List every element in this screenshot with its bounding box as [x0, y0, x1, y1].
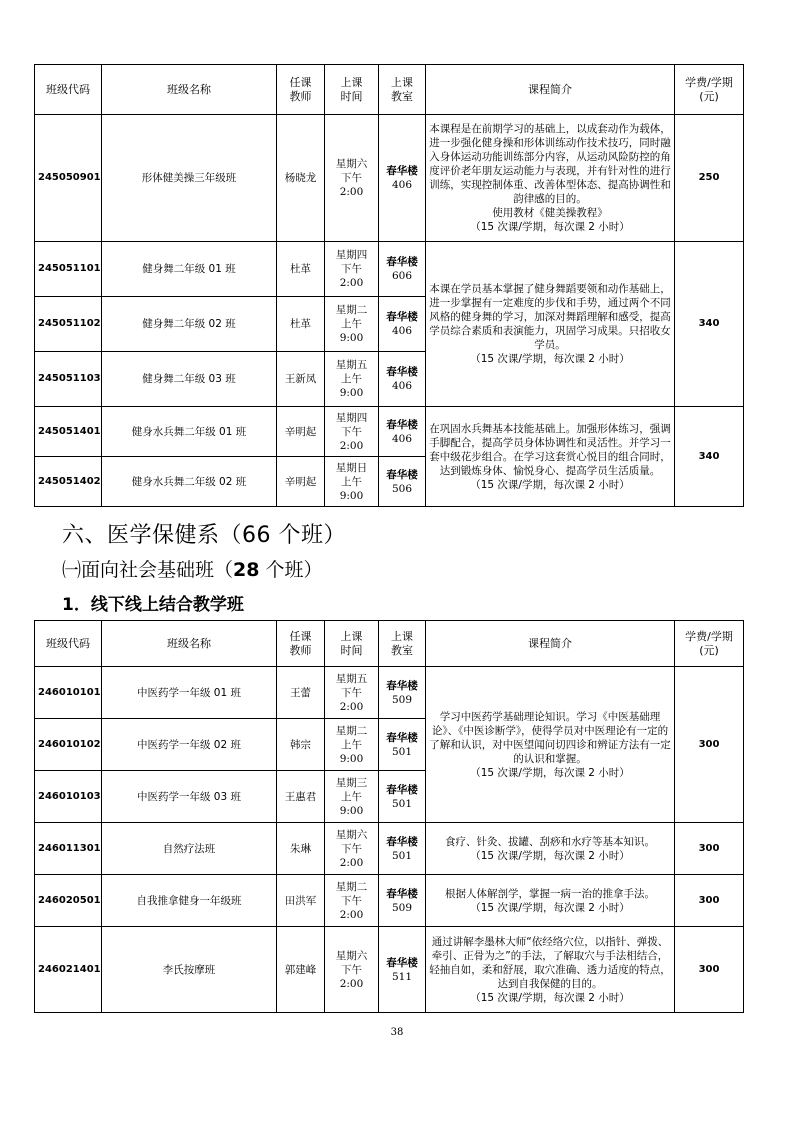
table-row: [35, 667, 744, 719]
header-teacher: 任课 教师: [277, 65, 325, 115]
teacher: 朱琳: [277, 823, 325, 875]
class-name: 中医药学一年级 03 班: [102, 771, 277, 823]
table-row: [35, 242, 744, 297]
teacher: 韩宗: [277, 719, 325, 771]
tuition-fee: 300: [675, 667, 744, 823]
class-code: 246010103: [35, 771, 102, 823]
class-code: 245051103: [35, 352, 102, 407]
class-time: 星期日 上午 9:00: [325, 457, 379, 507]
class-name: 健身舞二年级 02 班: [102, 297, 277, 352]
class-time: 星期二 上午 9:00: [325, 297, 379, 352]
class-time: 星期三 上午 9:00: [325, 771, 379, 823]
class-code: 246011301: [35, 823, 102, 875]
class-time: 星期四 下午 2:00: [325, 242, 379, 297]
header-desc: 课程简介: [426, 621, 675, 667]
class-name: 自然疗法班: [102, 823, 277, 875]
header-code: 班级代码: [35, 65, 102, 115]
class-time: 星期六 下午 2:00: [325, 823, 379, 875]
class-name: 自我推拿健身一年级班: [102, 875, 277, 927]
teacher: 辛明起: [277, 457, 325, 507]
classroom: 春华楼 501: [379, 719, 426, 771]
class-code: 246021401: [35, 927, 102, 1013]
page-number: 38: [390, 1027, 404, 1038]
class-code: 245051402: [35, 457, 102, 507]
class-table-dance: [34, 64, 744, 507]
classroom: 春华楼 406: [379, 407, 426, 457]
class-table-medicine: [34, 620, 744, 1013]
teacher: 王新凤: [277, 352, 325, 407]
classroom: 春华楼 509: [379, 875, 426, 927]
header-desc: 课程简介: [426, 65, 675, 115]
class-name: 中医药学一年级 02 班: [102, 719, 277, 771]
section-title: 六、医学保健系（66 个班）: [62, 523, 346, 548]
tuition-fee: 250: [675, 115, 744, 242]
class-code: 246010102: [35, 719, 102, 771]
course-description: 根据人体解剖学，掌握一病一治的推拿手法。 （15 次课/学期，每次课 2 小时）: [426, 875, 675, 927]
class-name: 中医药学一年级 01 班: [102, 667, 277, 719]
classroom: 春华楼 501: [379, 771, 426, 823]
table-row: [35, 823, 744, 875]
header-room: 上课 教室: [379, 621, 426, 667]
class-name: 健身水兵舞二年级 01 班: [102, 407, 277, 457]
class-time: 星期六 下午 2:00: [325, 927, 379, 1013]
header-fee: 学费/学期 (元): [675, 621, 744, 667]
class-time: 星期二 上午 9:00: [325, 719, 379, 771]
class-time: 星期四 下午 2:00: [325, 407, 379, 457]
header-name: 班级名称: [102, 65, 277, 115]
header-code: 班级代码: [35, 621, 102, 667]
classroom: 春华楼 511: [379, 927, 426, 1013]
course-description: 本课程是在前期学习的基础上，以成套动作为载体，进一步强化健身操和形体训练动作技术技巧，同时融入身体运动功能训练部分内容，从运动风险防控的角度评价老年朋友运动能力与表现，并有针对性的进行训练，实现控制体重、改善体型体态、提高协调性和韵律感的目的。 使用教材《健美操教程》 （15 次课/学期，每次课 2 小时）: [426, 115, 675, 242]
header-name: 班级名称: [102, 621, 277, 667]
classroom: 春华楼 406: [379, 297, 426, 352]
subsubsection-title: 1．线下线上结合教学班: [62, 595, 244, 615]
tuition-fee: 340: [675, 407, 744, 507]
table-row: [35, 407, 744, 457]
tuition-fee: 340: [675, 242, 744, 407]
class-time: 星期六 下午 2:00: [325, 115, 379, 242]
classroom: 春华楼 606: [379, 242, 426, 297]
course-description: 通过讲解李墨林大师“依经络穴位，以指针、弹拨、牵引、正骨为之”的手法，了解取穴与手法相结合，轻抽自如，柔和舒展，取穴准确、透力适度的特点，达到自我保健的目的。 （15 次课/学期，每次课 2 小时）: [426, 927, 675, 1013]
course-description: 食疗、针灸、拔罐、刮痧和水疗等基本知识。 （15 次课/学期，每次课 2 小时）: [426, 823, 675, 875]
class-time: 星期五 上午 9:00: [325, 352, 379, 407]
teacher: 田洪军: [277, 875, 325, 927]
course-description: 学习中医药学基础理论知识。学习《中医基础理论》、《中医诊断学》，使得学员对中医理论有一定的了解和认识，对中医望闻问切四诊和辨证方法有一定的认识和掌握。 （15 次课/学期，每次课 2 小时）: [426, 667, 675, 823]
class-name: 形体健美操三年级班: [102, 115, 277, 242]
header-fee: 学费/学期 (元): [675, 65, 744, 115]
teacher: 王惠君: [277, 771, 325, 823]
teacher: 杨晓龙: [277, 115, 325, 242]
teacher: 杜革: [277, 242, 325, 297]
table-header-row: [35, 65, 744, 115]
table-row: [35, 115, 744, 242]
table-row: [35, 927, 744, 1013]
class-name: 健身舞二年级 03 班: [102, 352, 277, 407]
class-code: 245051102: [35, 297, 102, 352]
class-name: 李氏按摩班: [102, 927, 277, 1013]
classroom: 春华楼 406: [379, 115, 426, 242]
teacher: 郭建峰: [277, 927, 325, 1013]
class-code: 245051101: [35, 242, 102, 297]
tuition-fee: 300: [675, 927, 744, 1013]
header-teacher: 任课 教师: [277, 621, 325, 667]
classroom: 春华楼 406: [379, 352, 426, 407]
teacher: 杜革: [277, 297, 325, 352]
class-name: 健身舞二年级 01 班: [102, 242, 277, 297]
header-time: 上课 时间: [325, 65, 379, 115]
class-time: 星期二 下午 2:00: [325, 875, 379, 927]
class-code: 246020501: [35, 875, 102, 927]
header-room: 上课 教室: [379, 65, 426, 115]
course-description: 本课在学员基本掌握了健身舞蹈要领和动作基础上，进一步掌握有一定难度的步伐和手势，通过两个不同风格的健身舞的学习，加深对舞蹈理解和感受，提高学员综合素质和表演能力，巩固学习成果。只招收女学员。 （15 次课/学期，每次课 2 小时）: [426, 242, 675, 407]
class-code: 245050901: [35, 115, 102, 242]
table-header-row: [35, 621, 744, 667]
header-time: 上课 时间: [325, 621, 379, 667]
tuition-fee: 300: [675, 823, 744, 875]
teacher: 王蕾: [277, 667, 325, 719]
table-row: [35, 875, 744, 927]
classroom: 春华楼 506: [379, 457, 426, 507]
subsection-title: ㈠面向社会基础班（28 个班）: [62, 559, 323, 581]
class-code: 245051401: [35, 407, 102, 457]
class-code: 246010101: [35, 667, 102, 719]
classroom: 春华楼 509: [379, 667, 426, 719]
class-time: 星期五 下午 2:00: [325, 667, 379, 719]
tuition-fee: 300: [675, 875, 744, 927]
classroom: 春华楼 501: [379, 823, 426, 875]
course-description: 在巩固水兵舞基本技能基础上。加强形体练习，强调手脚配合，提高学员身体协调性和灵活性。并学习一套中级花步组合。在学习这套赏心悦目的组合同时，达到锻炼身体、愉悦身心、提高学员生活质量。 （15 次课/学期，每次课 2 小时）: [426, 407, 675, 507]
teacher: 辛明起: [277, 407, 325, 457]
class-name: 健身水兵舞二年级 02 班: [102, 457, 277, 507]
